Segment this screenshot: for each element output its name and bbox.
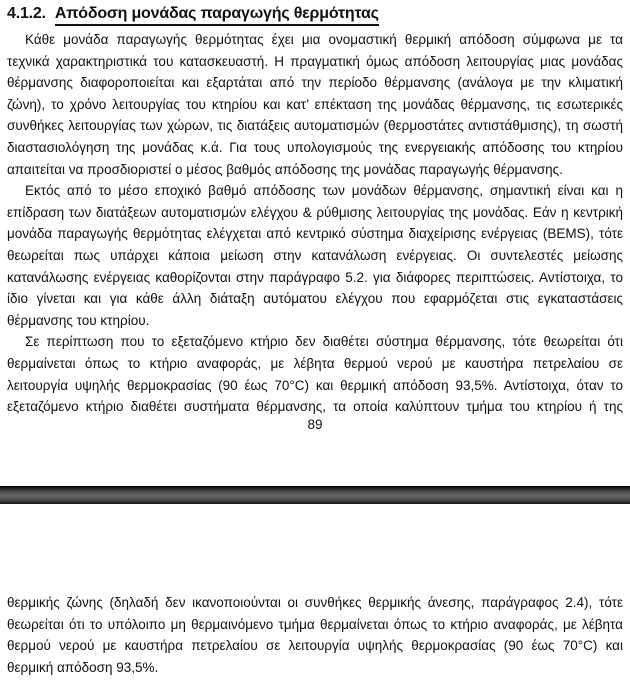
text-line: Σε περίπτωση που το εξεταζόμενο κτήριο δεν διαθέτει σύστημα θέρμανσης, τότε θεωρείται ότι — [25, 334, 623, 350]
text-line: κατανάλωσης ενέργειας καθορίζονται στην παράγραφο 5.2. για διάφορες περιπτώσεις. Αντίστοιχα, το — [7, 269, 623, 285]
page-break-separator — [0, 486, 630, 504]
paragraph — [7, 29, 623, 180]
text-line: θερμαίνεται όπως το κτήριο αναφοράς, με λέβητα θερμού νερού με καυστήρα πετρελαίου σε — [7, 355, 623, 371]
paragraph — [7, 180, 623, 331]
page2-body-text — [7, 592, 623, 678]
paragraph — [7, 331, 623, 417]
section-title: Απόδοση μονάδας παραγωγής θερμότητας — [55, 5, 379, 26]
text-line: ίδιο γίνεται και για κάθε άλλη διάταξη αυτόματου ελέγχου που εφαρμόζεται στις εγκαταστάσεις — [7, 291, 623, 307]
text-line: μονάδα παραγωγής θερμότητας ελέγχεται από κεντρικό σύστημα διαχείρισης ενέργειας (BEMS), τότε — [7, 226, 623, 242]
text-line: διαστασιολόγηση της μονάδας κ.ά. Για τους υπολογισμούς της ενεργειακής απόδοσης του κτηρίου — [7, 139, 623, 155]
page1-body-text — [7, 29, 623, 418]
text-line: Κάθε μονάδα παραγωγής θερμότητας έχει μια ονομαστική θερμική απόδοση σύμφωνα με τα — [25, 32, 623, 47]
text-line: θερμική απόδοση 93,5%. — [7, 659, 159, 675]
text-line: απαιτείται να προσδιοριστεί ο μέσος βαθμός απόδοσης της μονάδας παραγωγής θέρμανσης. — [7, 161, 563, 177]
text-line: θεωρείται ότι το υπόλοιπο μη θερμαινόμενο τμήμα θερμαίνεται όπως το κτήριο αναφοράς, με λέβητα — [7, 616, 623, 632]
text-line: εξεταζόμενο κτήριο διαθέτει συστήματα θέρμανσης, τα οποία καλύπτουν τμήμα του κτηρίου ή της — [7, 399, 623, 415]
page-number: 89 — [307, 417, 323, 432]
text-line: λειτουργία υψηλής θερμοκρασίας (90 έως 70°C) και θερμική απόδοση 93,5%. Αντίστοιχα, όταν το — [7, 377, 623, 393]
text-line: συνθήκες λειτουργίας των χώρων, τις διατάξεις αυτοματισμών (θερμοστάτες αντιστάθμισης), τη σωστή — [7, 118, 623, 134]
text-line: επίδραση των διατάξεων αυτοματισμών ελέγχου & ρύθμισης λειτουργίας της μονάδας. Εάν η κεντρική — [7, 204, 623, 220]
section-number: 4.1.2. — [7, 5, 46, 22]
text-line: θερμού νερού με καυστήρα πετρελαίου σε λειτουργία υψηλής θερμοκρασίας (90 έως 70°C) και — [7, 638, 623, 654]
text-line: θέρμανσης του κτηρίου. — [7, 312, 150, 328]
paragraph — [7, 592, 623, 678]
text-line: Εκτός από το μέσο εποχικό βαθμό απόδοσης των μονάδων θέρμανσης, σημαντική είναι και η — [25, 183, 623, 199]
text-line: θερμικής ζώνης (δηλαδή δεν ικανοποιούνται οι συνθήκες θερμικής άνεσης, παράγραφος 2.4), τότε — [7, 595, 623, 610]
text-line: ζώνη), το χρόνο λειτουργίας του κτηρίου και κατ’ επέκταση της μονάδας θέρμανσης, τις εσωτερικές — [7, 96, 623, 112]
text-line: θέρμανσης διαφοροποιείται και εξαρτάται από την περίοδο θέρμανσης (ανάλογα με την κλιματική — [7, 75, 623, 91]
section-heading — [7, 5, 379, 26]
text-line: θεωρείται πως υπάρχει κάποια μείωση στην κατανάλωση ενέργειας. Οι συντελεστές μείωσης — [7, 247, 623, 263]
text-line: τεχνικά χαρακτηριστικά του κατασκευαστή. Η πραγματική όμως απόδοση λειτουργίας μιας μονάδας — [7, 53, 623, 69]
